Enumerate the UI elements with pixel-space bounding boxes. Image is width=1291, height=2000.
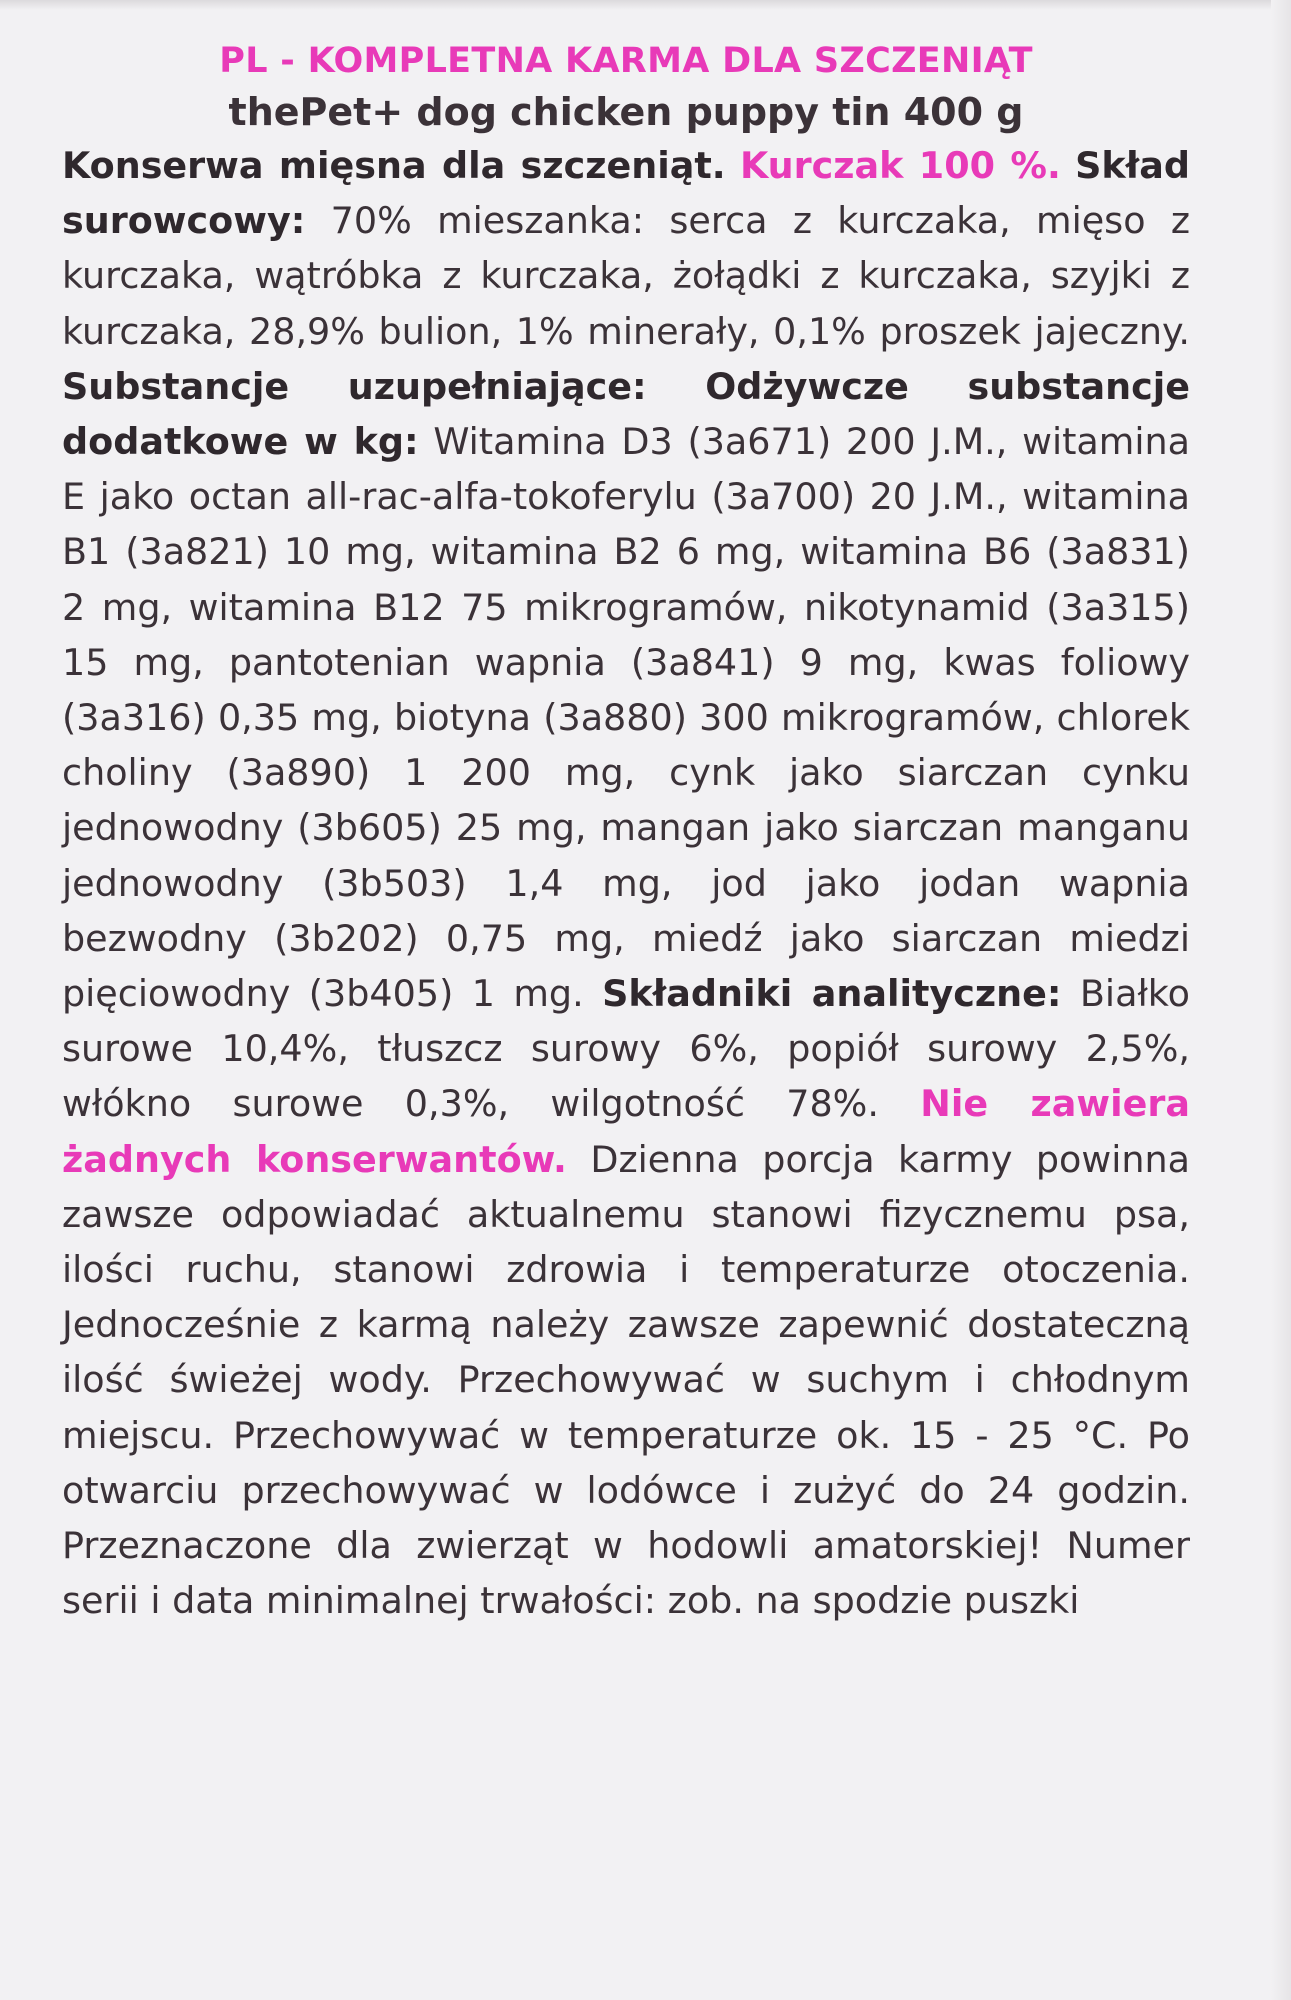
label-right-shade [1271,0,1291,2000]
intro-bold: Konserwa mięsna dla szczeniąt. [62,144,726,187]
additives-text: Witamina D3 (3a671) 200 J.M., witamina E jako octan all-rac-alfa-tokoferylu (3a700) 20 J.M., witamina B1 (3a821) 10 mg, witamina B2 6 mg, witamina B6 (3a831) 2 mg, witamina B12 75 mikrogramów, nikotynamid (3a315) 15 mg, pantotenian wapnia (3a841) 9 mg, kwas foliowy (3a316) 0,35 mg, biotyna (3a880) 300 mikrogramów, chlorek choliny (3a890) 1 200 mg, cynk jako siarczan cynku jednowodny (3b605) 25 mg, mangan jako siarczan manganu jednowodny (3b503) 1,4 mg, jod jako jodan wapnia bezwodny (3b202) 0,75 mg, miedź jako siarczan miedzi pięciowodny (3b405) 1 mg. [62,420,1190,1016]
additives-label: Substancje uzupełniające: Odżywcze substancje dodatkowe w kg: [62,364,1190,464]
product-name: thePet+ dog chicken puppy tin 400 g [228,90,1024,134]
intro-highlight: Kurczak 100 %. [739,144,1061,187]
no-preservatives-notice: Nie zawiera żadnych konserwantów. [62,1082,1190,1181]
composition-label: Skład surowcowy: [62,144,1190,243]
closing-text: Dzienna porcja karmy powinna zawsze odpowiadać aktualnemu stanowi fizycznemu psa, ilości ruchu, stanowi zdrowia i temperaturze otoczenia. Jednocześnie z karmą należy zawsze zapewnić dostateczną ilość świeżej wody. Przechowywać w suchym i chłodnym miejscu. Przechowywać w temperaturze ok. 15 - 25 °C. Po otwarciu przechowywać w lodówce i zużyć do 24 godzin. Przeznaczone dla zwierząt w hodowli amatorskiej! Numer serii i data minimalnej trwałości: zob. na spodzie puszki [62,1137,1190,1623]
product-label [62,38,1190,1628]
label-top-edge [0,0,1291,10]
composition-text: 70% mieszanka: serca z kurczaka, mięso z kurczaka, wątróbka z kurczaka, żołądki z kurczaka, szyjki z kurczaka, 28,9% bulion, 1% minerały, 0,1% proszek jajeczny. [62,199,1190,353]
analytical-text: Białko surowe 10,4%, tłuszcz surowy 6%, popiół surowy 2,5%, włókno surowe 0,3%, wilgotność 78%. [62,972,1190,1126]
label-heading: PL - KOMPLETNA KARMA DLA SZCZENIĄT [219,41,1033,81]
label-body [62,138,1190,1628]
analytical-label: Składniki analityczne: [602,972,1062,1016]
